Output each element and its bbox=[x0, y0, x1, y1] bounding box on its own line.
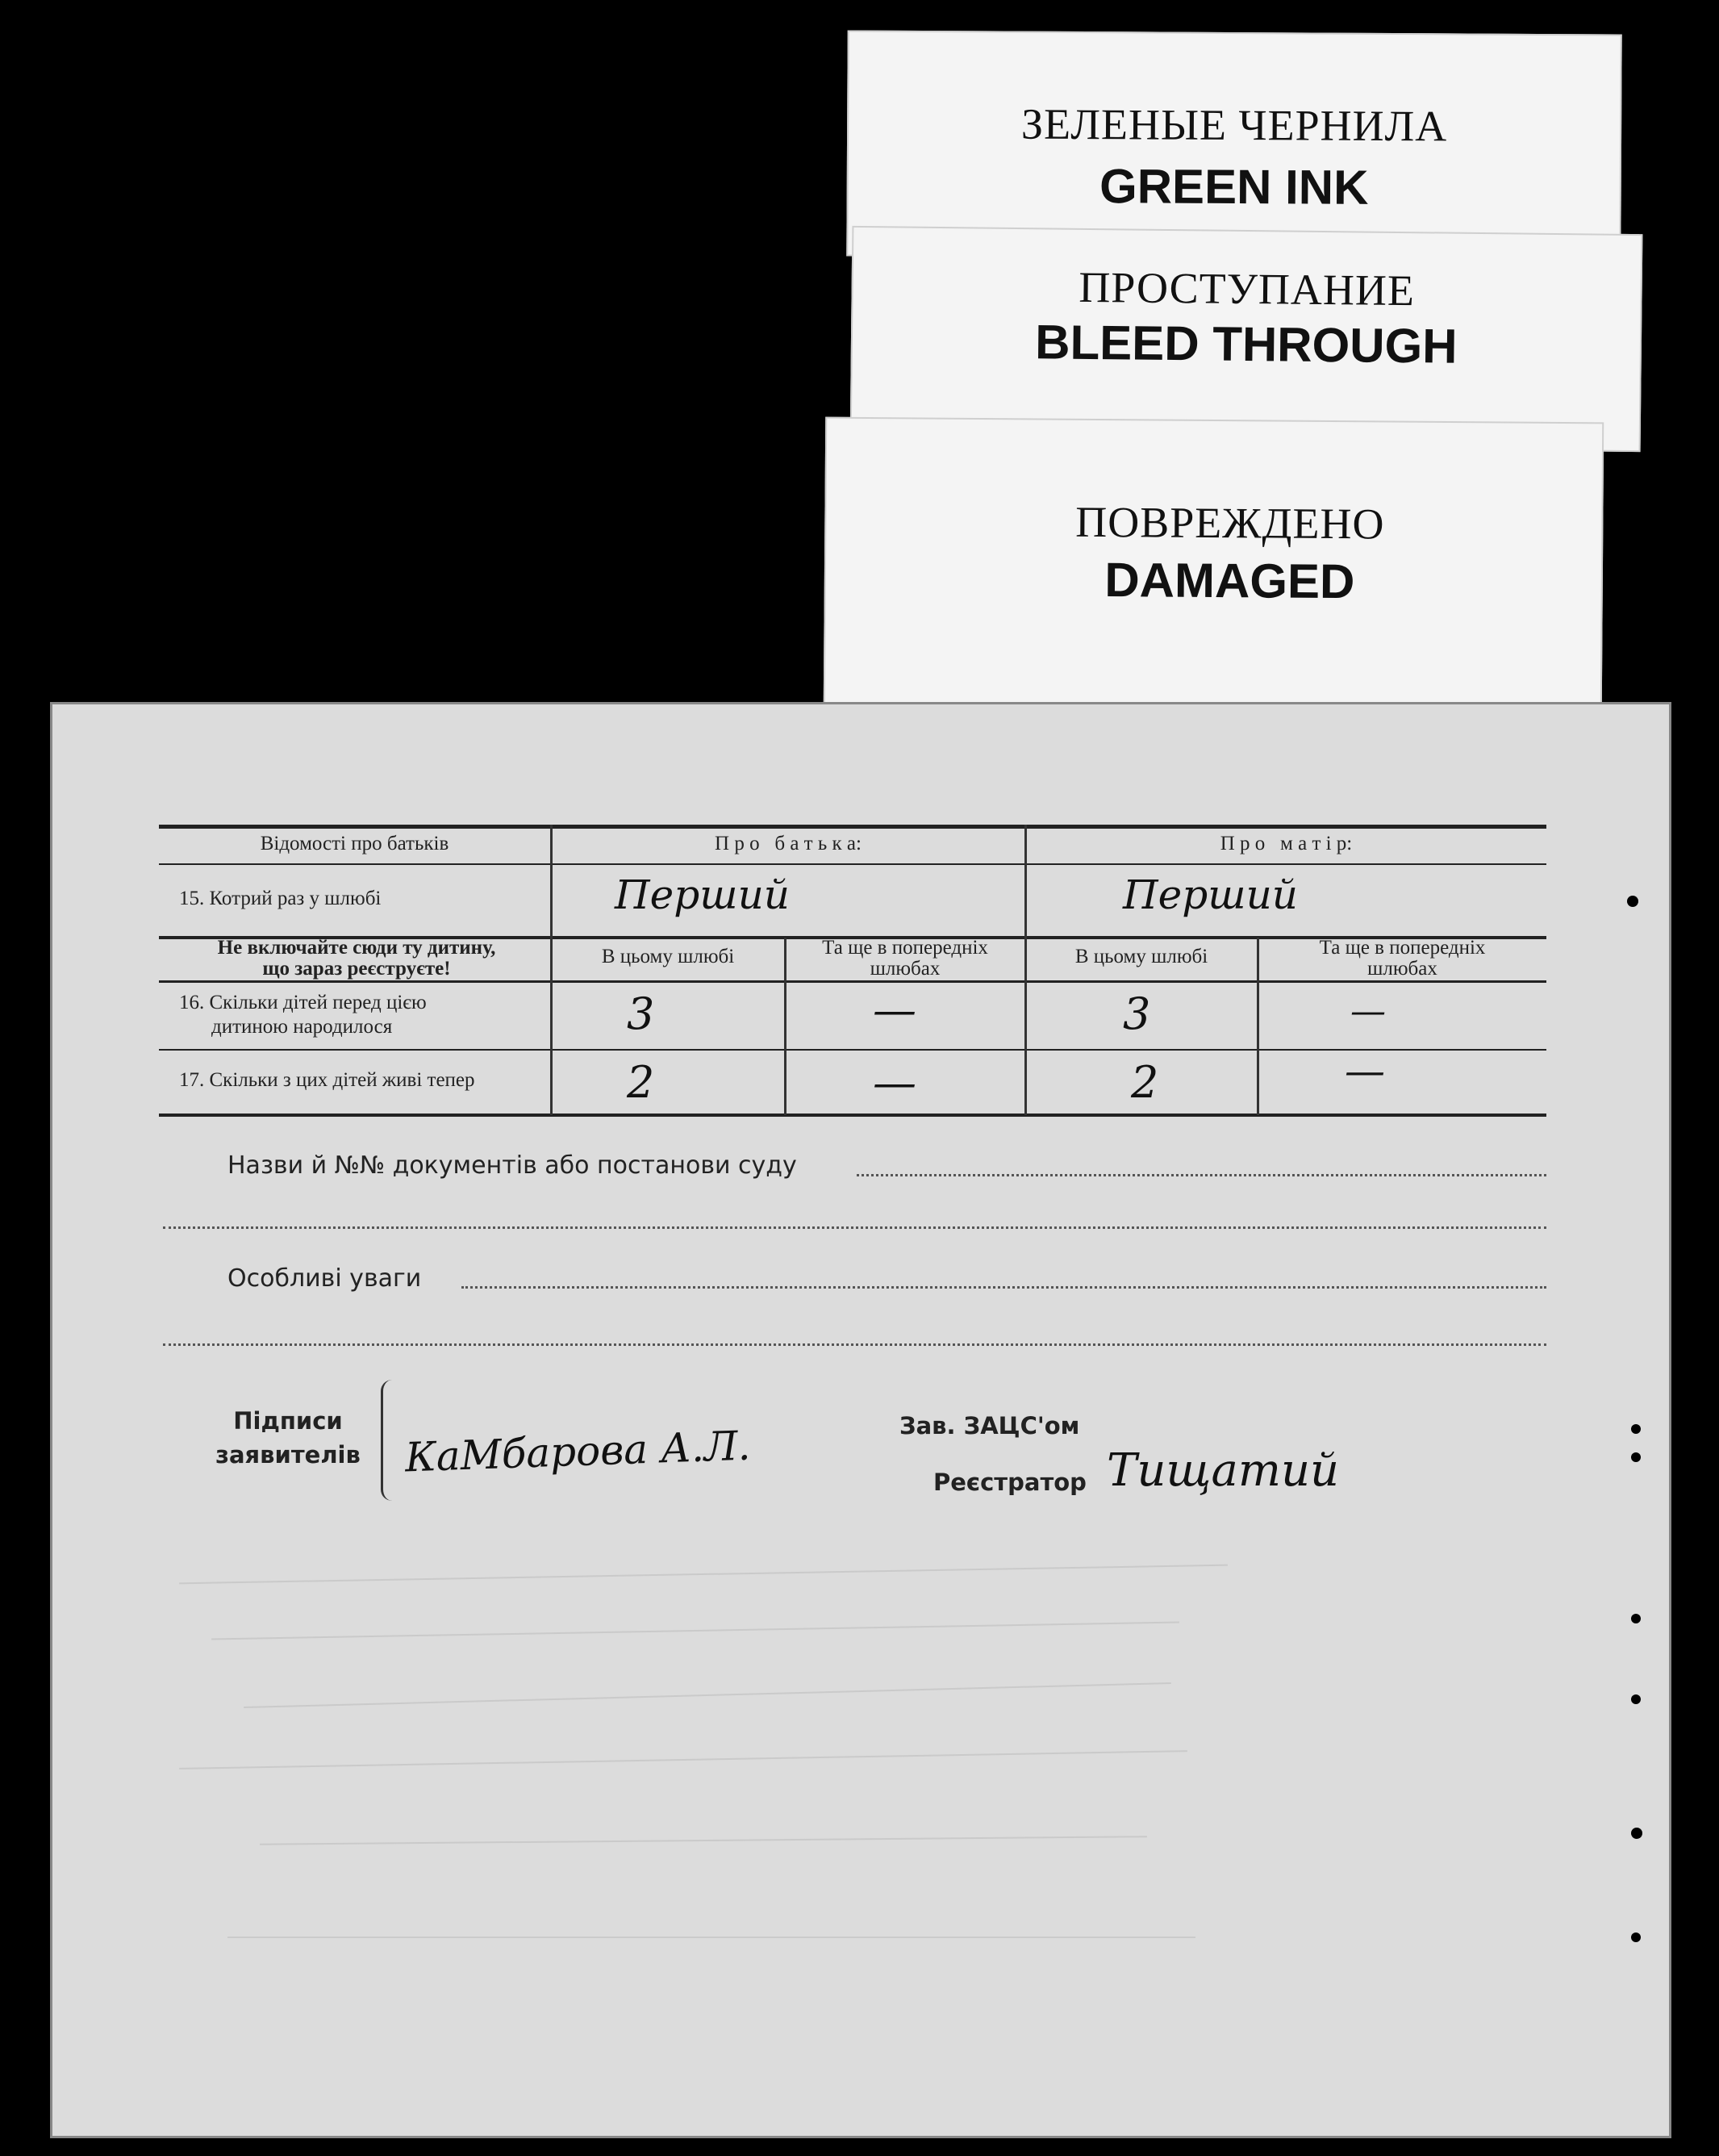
previous-header-line2: шлюбах bbox=[870, 958, 941, 980]
binding-hole bbox=[1631, 1828, 1642, 1839]
mother-this-marriage-header: В цьому шлюбі bbox=[1074, 946, 1208, 967]
registrar-signature: Тищатий bbox=[1107, 1444, 1340, 1497]
binding-hole bbox=[1631, 1614, 1641, 1623]
row17-mother-this: 2 bbox=[1131, 1057, 1159, 1108]
registrar-label: Реєстратор bbox=[933, 1469, 1087, 1496]
bleed-through-marks bbox=[179, 1573, 1308, 2058]
table-rule bbox=[159, 863, 1546, 865]
remarks-label: Особливі уваги bbox=[227, 1264, 422, 1293]
signature-brace bbox=[381, 1380, 399, 1501]
row15-mother-value: Перший bbox=[1123, 871, 1298, 918]
row17-father-prev: — bbox=[873, 1057, 916, 1108]
row17-label: 17. Скільки з цих дітей живі тепер bbox=[179, 1069, 475, 1091]
exclusion-note bbox=[163, 938, 550, 980]
row17-mother-prev: — bbox=[1345, 1047, 1385, 1094]
tag-green-ink bbox=[846, 30, 1621, 260]
tag-damaged bbox=[824, 417, 1604, 713]
binding-hole bbox=[1627, 896, 1638, 907]
row16-mother-this: 3 bbox=[1123, 988, 1151, 1039]
exclusion-note-line2: що зараз реєструєте! bbox=[262, 958, 451, 980]
remarks-line bbox=[461, 1286, 1546, 1289]
tag-label-en: BLEED THROUGH bbox=[1034, 315, 1458, 374]
binding-hole bbox=[1631, 1452, 1641, 1462]
row16-label bbox=[179, 991, 427, 1039]
applicants-signature-label bbox=[203, 1404, 373, 1472]
binding-hole bbox=[1631, 1932, 1641, 1942]
tag-label-en: DAMAGED bbox=[1104, 553, 1355, 609]
previous-header-line1: Та ще в попередніх bbox=[1319, 937, 1486, 959]
previous-header-line1: Та ще в попередніх bbox=[822, 937, 988, 959]
row16-father-this: 3 bbox=[627, 988, 655, 1039]
father-previous-header bbox=[786, 938, 1024, 980]
applicants-label-line2: заявителів bbox=[215, 1441, 361, 1469]
table-rule bbox=[159, 1049, 1546, 1051]
row15-father-value: Перший bbox=[615, 871, 790, 918]
applicants-label-line1: Підписи bbox=[233, 1407, 343, 1435]
documents-line-2 bbox=[163, 1226, 1546, 1229]
binding-hole bbox=[1631, 1694, 1641, 1704]
form-page bbox=[50, 702, 1671, 2138]
documents-label: Назви й №№ документів або постанови суду bbox=[227, 1151, 797, 1180]
row17-father-this: 2 bbox=[627, 1057, 655, 1108]
tag-label-ru: ЗЕЛЕНЫЕ ЧЕРНИЛА bbox=[1020, 99, 1448, 151]
parents-info-header: Відомості про батьків bbox=[260, 833, 449, 854]
table-rule bbox=[159, 980, 1546, 983]
tag-label-en: GREEN INK bbox=[1099, 159, 1369, 215]
table-column-divider bbox=[1024, 825, 1027, 1115]
row16-label-line1: 16. Скільки дітей перед цією bbox=[179, 992, 427, 1013]
remarks-line-2 bbox=[163, 1343, 1546, 1346]
head-label: Зав. ЗАЦС'ом bbox=[899, 1412, 1080, 1439]
tag-label-ru: ПРОСТУПАНИЕ bbox=[1079, 262, 1416, 315]
father-header: П р о б а т ь к а: bbox=[715, 833, 862, 854]
row15-label: 15. Котрий раз у шлюбі bbox=[179, 888, 382, 909]
binding-hole bbox=[1631, 1424, 1641, 1434]
father-this-marriage-header: В цьому шлюбі bbox=[601, 946, 735, 967]
row16-label-line2: дитиною народилося bbox=[211, 1016, 393, 1038]
tag-label-ru: ПОВРЕЖДЕНО bbox=[1075, 497, 1385, 549]
table-top-rule bbox=[159, 825, 1546, 829]
row16-mother-prev: — bbox=[1350, 991, 1386, 1032]
mother-header: П р о м а т і р: bbox=[1220, 833, 1353, 854]
documents-line bbox=[857, 1174, 1546, 1176]
table-column-divider bbox=[550, 825, 553, 1115]
applicant-signature: КаМбарова А.Л. bbox=[404, 1422, 752, 1481]
exclusion-note-line1: Не включайте сюди ту дитину, bbox=[217, 937, 496, 959]
previous-header-line2: шлюбах bbox=[1367, 958, 1437, 980]
table-bottom-rule bbox=[159, 1114, 1546, 1117]
row16-father-prev: — bbox=[873, 984, 916, 1035]
mother-previous-header bbox=[1258, 938, 1546, 980]
